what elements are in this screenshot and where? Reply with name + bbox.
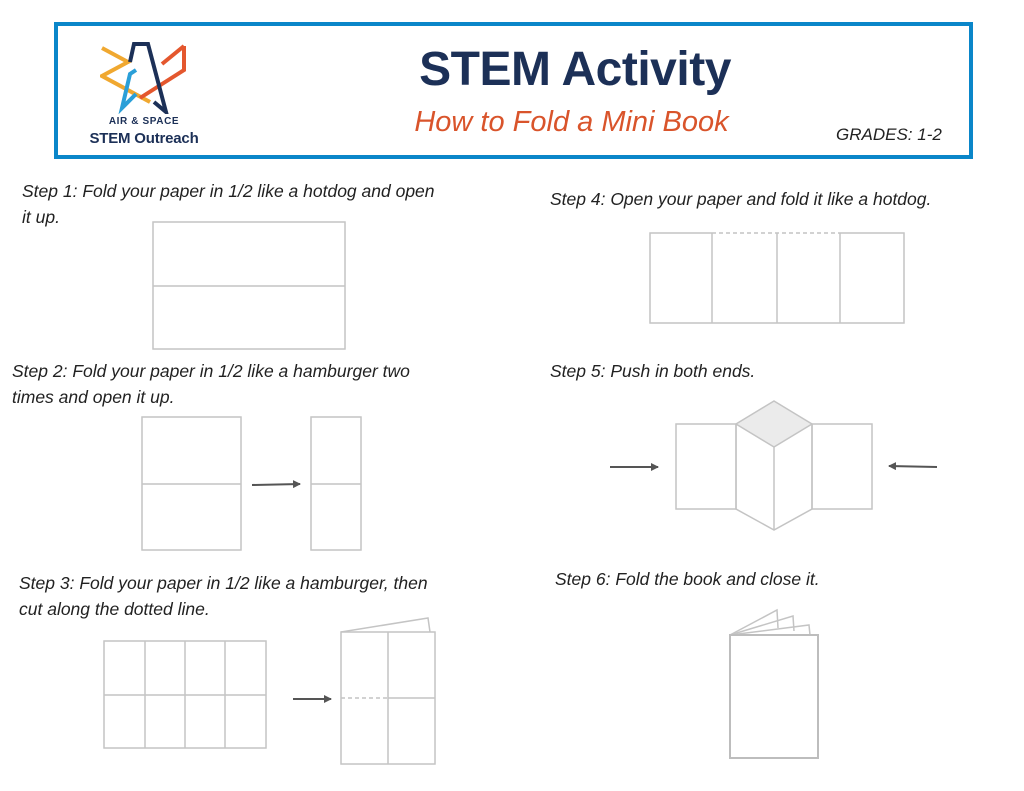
step-5-diagram bbox=[610, 401, 937, 530]
step-3-diagram bbox=[104, 618, 435, 764]
step-3-line-2: cut along the dotted line. bbox=[19, 599, 210, 619]
logo-text-air-space: AIR & SPACE bbox=[108, 116, 180, 127]
page-title: STEM Activity bbox=[419, 43, 731, 96]
step-1-line-2: it up. bbox=[22, 207, 60, 227]
step-6-diagram bbox=[730, 610, 818, 758]
step-5-line-1: Step 5: Push in both ends. bbox=[550, 361, 756, 381]
logo-text-stem-outreach: STEM Outreach bbox=[89, 130, 199, 147]
step-1-line-1: Step 1: Fold your paper in 1/2 like a hotdog and open bbox=[22, 181, 435, 201]
step-2-line-1: Step 2: Fold your paper in 1/2 like a hamburger two bbox=[12, 361, 410, 381]
step-4-line-1: Step 4: Open your paper and fold it like a hotdog. bbox=[550, 189, 932, 209]
step-2-line-2: times and open it up. bbox=[12, 387, 175, 407]
step-1-diagram bbox=[153, 222, 345, 349]
step-6-line-1: Step 6: Fold the book and close it. bbox=[555, 569, 820, 589]
step-4-diagram bbox=[650, 233, 904, 323]
arrow-left-icon bbox=[889, 466, 937, 467]
arrow-right-icon bbox=[252, 484, 300, 485]
grades-label: GRADES: 1-2 bbox=[836, 125, 942, 144]
page-subtitle: How to Fold a Mini Book bbox=[414, 106, 729, 138]
step-3-line-1: Step 3: Fold your paper in 1/2 like a hamburger, then bbox=[19, 573, 428, 593]
step-2-diagram bbox=[142, 417, 361, 550]
